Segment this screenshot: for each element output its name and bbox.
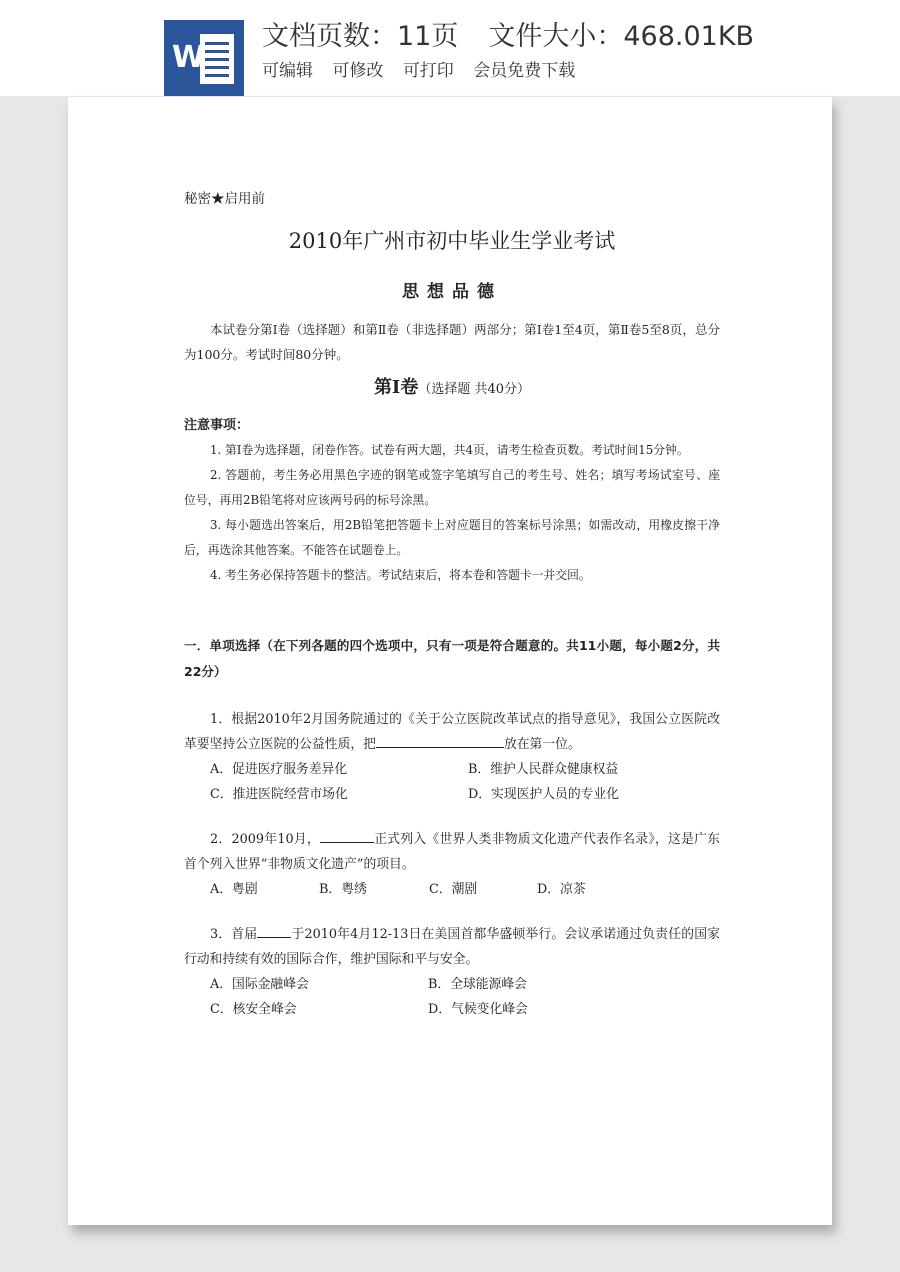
word-letter: W	[172, 40, 206, 75]
intro-paragraph: 本试卷分第Ⅰ卷（选择题）和第Ⅱ卷（非选择题）两部分；第Ⅰ卷1至4页，第Ⅱ卷5至8页，总分为100分。考试时间80分钟。	[184, 322, 720, 362]
option-a: A．粤剧	[210, 882, 258, 897]
notice-item: 1. 第Ⅰ卷为选择题，闭卷作答。试卷有两大题，共4页，请考生检查页数。考试时间15分钟。	[210, 443, 689, 457]
page-count: 文档页数：11页	[262, 21, 459, 52]
option-c: C．核安全峰会	[210, 1002, 297, 1017]
option-list	[210, 877, 720, 902]
word-document-icon	[164, 20, 244, 96]
answer-blank	[320, 830, 374, 843]
file-info	[262, 20, 754, 81]
option-b: B．粤绣	[319, 882, 367, 897]
option-a: A．国际金融峰会	[210, 977, 309, 992]
feature-list	[262, 56, 754, 81]
feature-modifiable: 可修改	[332, 61, 384, 81]
notice-item: 3. 每小题选出答案后，用2B铅笔把答题卡上对应题目的答案标号涂黑；如需改动，用橡皮擦干净后，再选涂其他答案。不能答在试题卷上。	[184, 518, 720, 557]
option-list	[210, 757, 720, 807]
secret-mark: 秘密★启用前	[184, 191, 265, 207]
question-stem: 3．首届	[210, 927, 258, 942]
notice-list	[184, 438, 720, 588]
volume-subtitle: （选择题 共40分）	[418, 382, 531, 397]
option-b: B．全球能源峰会	[428, 977, 527, 992]
notice-heading: 注意事项：	[184, 418, 250, 433]
answer-blank	[257, 925, 291, 938]
volume-heading	[184, 373, 720, 399]
question-stem: 2．2009年10月，	[210, 832, 320, 847]
feature-free-download[interactable]: 会员免费下载	[473, 61, 576, 81]
option-c: C．推进医院经营市场化	[210, 787, 348, 802]
option-b: B．维护人民群众健康权益	[468, 762, 619, 777]
option-d: D．实现医护人员的专业化	[468, 787, 620, 802]
option-c: C．潮剧	[429, 882, 478, 897]
question-stem-end: 于2010年4月12-13日在美国首都华盛顿举行。会议承诺通过负责任的国家行动和持续有效的国际合作，维护国际和平与安全。	[184, 927, 720, 967]
notice-item: 2. 答题前，考生务必用黑色字迹的钢笔或签字笔填写自己的考生号、姓名；填写考场试室号、座位号，再用2B铅笔将对应该两号码的标号涂黑。	[184, 468, 720, 507]
question-stem-end: 正式列入《世界人类非物质文化遗产代表作名录》，这是广东首个列入世界“非物质文化遗产”的项目。	[184, 832, 720, 872]
option-d: D．凉茶	[537, 882, 586, 897]
feature-editable: 可编辑	[262, 61, 313, 81]
option-list	[210, 972, 720, 1022]
notice-item: 4. 考生务必保持答题卡的整洁。考试结束后，将本卷和答题卡一并交回。	[210, 568, 591, 582]
answer-blank	[376, 735, 504, 748]
file-size: 文件大小：468.01KB	[488, 21, 755, 52]
question-1	[184, 707, 720, 807]
section-heading: 一．单项选择（在下列各题的四个选项中，只有一项是符合题意的。共11小题，每小题2分，共22分）	[184, 638, 720, 679]
option-d: D．气候变化峰会	[428, 1002, 528, 1017]
document-page	[68, 97, 832, 1225]
exam-title: 2010年广州市初中毕业生学业考试	[288, 229, 616, 253]
feature-printable: 可打印	[402, 61, 454, 81]
option-a: A．促进医疗服务差异化	[210, 762, 348, 777]
question-3	[184, 922, 720, 1022]
question-2	[184, 827, 720, 902]
question-stem-end: 放在第一位。	[503, 737, 581, 752]
volume-title: 第Ⅰ卷	[373, 377, 419, 398]
subject-title: 思想品德	[402, 282, 502, 302]
question-stem: 1．根据2010年2月国务院通过的《关于公立医院改革试点的指导意见》，我国公立医院改革要坚持公立医院的公益性质，把	[184, 712, 720, 752]
download-banner	[0, 0, 900, 96]
